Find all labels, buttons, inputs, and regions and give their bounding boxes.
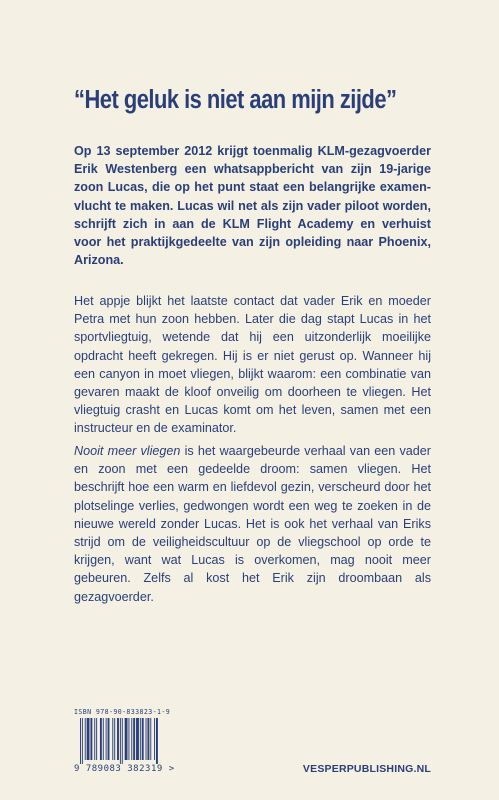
barcode-bar <box>96 718 97 760</box>
barcode-bar <box>120 718 121 764</box>
barcode-bar <box>106 718 107 760</box>
barcode-bar <box>125 718 128 760</box>
book-description-text <box>74 442 431 606</box>
isbn-label: ISBN 978-90-833823-1-9 <box>74 708 171 716</box>
barcode-bar <box>150 718 151 760</box>
book-title-italic: Nooit meer vliegen <box>74 444 181 458</box>
barcode-bar <box>128 718 129 760</box>
barcode-bar <box>131 718 132 760</box>
barcode-bar <box>100 718 102 760</box>
barcode-bar <box>90 718 92 760</box>
story-paragraph-text: Het appje blijkt het laatste contact dat vader Erik en moeder Petra met hun zoon hebben. Later die dag stapt Lucas in het sportvliegtuig, wetende dat hij een uitzonderlijk moeilijke opdracht heeft gekregen. Hij is er niet gerust op. Wanneer hij een canyon in moet vliegen, blijkt waarom: een combinatie van gevaren maakt de kloof onveilig om doorheen te vliegen. Het vliegtuig crasht en Lucas komt om het leven, samen met een instructeur en de examinator. <box>74 294 431 436</box>
barcode-bar <box>82 718 83 764</box>
isbn-barcode <box>74 708 192 778</box>
barcode-icon <box>80 718 186 764</box>
back-cover-headline: “Het geluk is niet aan mijn zijde” <box>74 86 397 114</box>
publisher-url: VESPERPUBLISHING.NL <box>302 763 431 775</box>
barcode-bar <box>87 718 90 760</box>
barcode-bar <box>146 718 147 760</box>
barcode-bar <box>112 718 113 760</box>
barcode-bar <box>154 718 155 760</box>
barcode-bar <box>140 718 141 760</box>
barcode-bar <box>114 718 115 760</box>
barcode-bar <box>156 718 158 764</box>
barcode-bar <box>117 718 119 760</box>
barcode-bar <box>94 718 95 760</box>
barcode-bar <box>103 718 104 760</box>
barcode-bar <box>85 718 86 760</box>
barcode-bar <box>142 718 144 760</box>
barcode-bar <box>147 718 149 760</box>
barcode-bar <box>80 718 81 764</box>
barcode-bar <box>136 718 139 760</box>
barcode-digits: 9 789083 382319 > <box>74 764 175 774</box>
barcode-bar <box>133 718 135 760</box>
story-paragraph <box>74 292 431 438</box>
barcode-bar <box>108 718 110 760</box>
barcode-bar <box>122 718 123 764</box>
book-description-rest: is het waargebeurde verhaal van een vader en zoon met een gedeelde droom: samen vliegen. Het beschrijft hoe een warm en liefdevol gezin, verscheurd door het plotselinge verlies, gedwongen wordt een weg te zoeken in de nieuwe wereld zonder Lucas. Het is ook het verhaal van Eriks strijd om de veiligheidscultuur op de vliegschool op orde te krijgen, want wat Lucas is overkomen, mag nooit meer gebeuren. Zelfs al kost het Erik zijn droombaan als gezagvoerder. <box>74 444 431 604</box>
book-description-paragraph <box>74 442 431 606</box>
intro-paragraph: Op 13 september 2012 krijgt toenmalig KLM-gezagvoerder Erik Westenberg een whatsappbericht van zijn 19-jarige zoon Lucas, die op het punt staat een belangrijke examenvlucht te maken. Lucas wil net als zijn vader piloot worden, schrijft zich in aan de KLM Flight Academy en verhuist voor het praktijkgedeelte van zijn opleiding naar Phoenix, Arizona. <box>74 144 431 268</box>
